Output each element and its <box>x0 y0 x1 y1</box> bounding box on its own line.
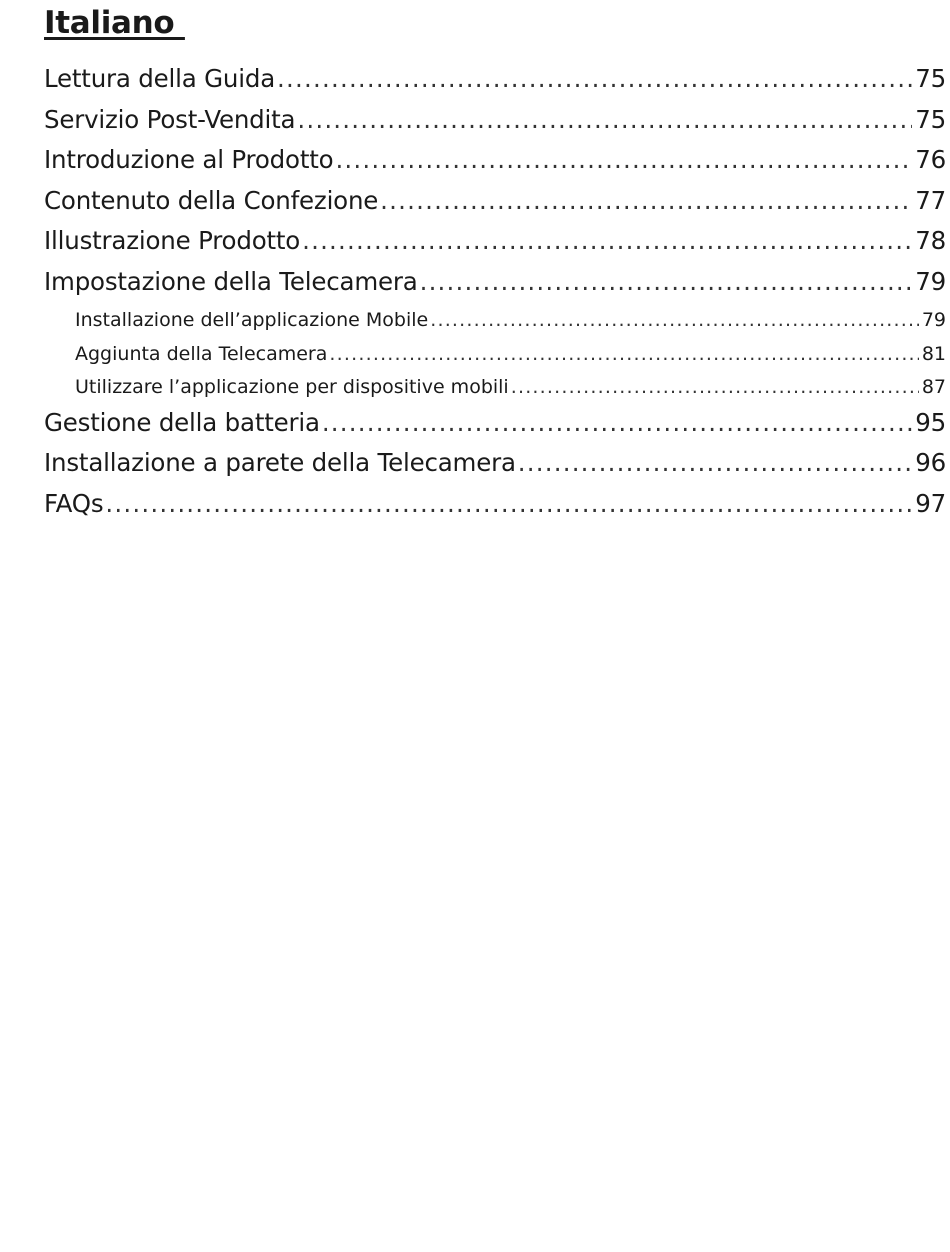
toc-entry-lettura-della-guida[interactable] <box>44 64 946 105</box>
dot-leader <box>430 307 919 333</box>
toc-entry-gestione-della-batteria[interactable] <box>44 408 946 449</box>
toc-entry-title: Lettura della Guida <box>44 64 276 93</box>
dot-leader <box>302 226 912 256</box>
toc-entry-illustrazione-prodotto[interactable] <box>44 226 946 267</box>
toc-entry-title: Impostazione della Telecamera <box>44 266 418 296</box>
section-heading: Italiano <box>44 5 185 41</box>
dot-leader <box>322 408 912 438</box>
toc-entry-page-number: 79 <box>921 309 946 331</box>
dot-leader <box>329 341 918 367</box>
toc-list <box>44 64 946 529</box>
toc-entry-page-number: 78 <box>915 226 946 255</box>
toc-entry-title: Introduzione al Prodotto <box>44 145 334 174</box>
toc-entry-title: Aggiunta della Telecamera <box>75 342 328 365</box>
toc-entry-page-number: 79 <box>915 266 946 296</box>
toc-subentry-installazione-applicazione-mobile[interactable] <box>44 307 946 341</box>
dot-leader <box>518 448 912 478</box>
toc-entry-page-number: 76 <box>915 145 946 174</box>
toc-entry-page-number: 97 <box>915 488 946 518</box>
toc-entry-page-number: 95 <box>915 407 946 437</box>
toc-entry-page-number: 81 <box>921 342 946 365</box>
dot-leader <box>335 145 912 175</box>
toc-subentry-utilizzare-applicazione[interactable] <box>44 374 946 408</box>
toc-entry-title: FAQs <box>44 488 104 518</box>
toc-entry-title: Installazione dell’applicazione Mobile <box>75 309 429 331</box>
dot-leader <box>420 267 913 297</box>
toc-entry-page-number: 87 <box>921 376 946 399</box>
toc-entry-page-number: 96 <box>915 448 946 478</box>
table-of-contents-page <box>44 0 946 529</box>
toc-entry-title: Servizio Post-Vendita <box>44 104 296 134</box>
dot-leader <box>511 374 919 400</box>
toc-subentry-aggiunta-della-telecamera[interactable] <box>44 341 946 375</box>
toc-entry-contenuto-della-confezione[interactable] <box>44 186 946 227</box>
dot-leader <box>380 186 912 216</box>
toc-entry-title: Gestione della batteria <box>44 407 320 437</box>
toc-entry-title: Contenuto della Confezione <box>44 185 379 215</box>
toc-entry-introduzione-al-prodotto[interactable] <box>44 145 946 186</box>
toc-entry-servizio-post-vendita[interactable] <box>44 105 946 146</box>
dot-leader <box>277 64 912 94</box>
toc-entry-title: Installazione a parete della Telecamera <box>44 448 516 478</box>
dot-leader <box>105 489 912 519</box>
toc-entry-impostazione-della-telecamera[interactable] <box>44 267 946 308</box>
toc-entry-faqs[interactable] <box>44 489 946 530</box>
toc-entry-title: Utilizzare l’applicazione per dispositive mobili <box>75 376 509 399</box>
toc-entry-page-number: 77 <box>915 185 946 215</box>
toc-entry-page-number: 75 <box>915 64 946 93</box>
toc-entry-page-number: 75 <box>915 104 946 134</box>
toc-entry-title: Illustrazione Prodotto <box>44 226 301 255</box>
toc-entry-installazione-a-parete[interactable] <box>44 448 946 489</box>
dot-leader <box>297 105 912 135</box>
